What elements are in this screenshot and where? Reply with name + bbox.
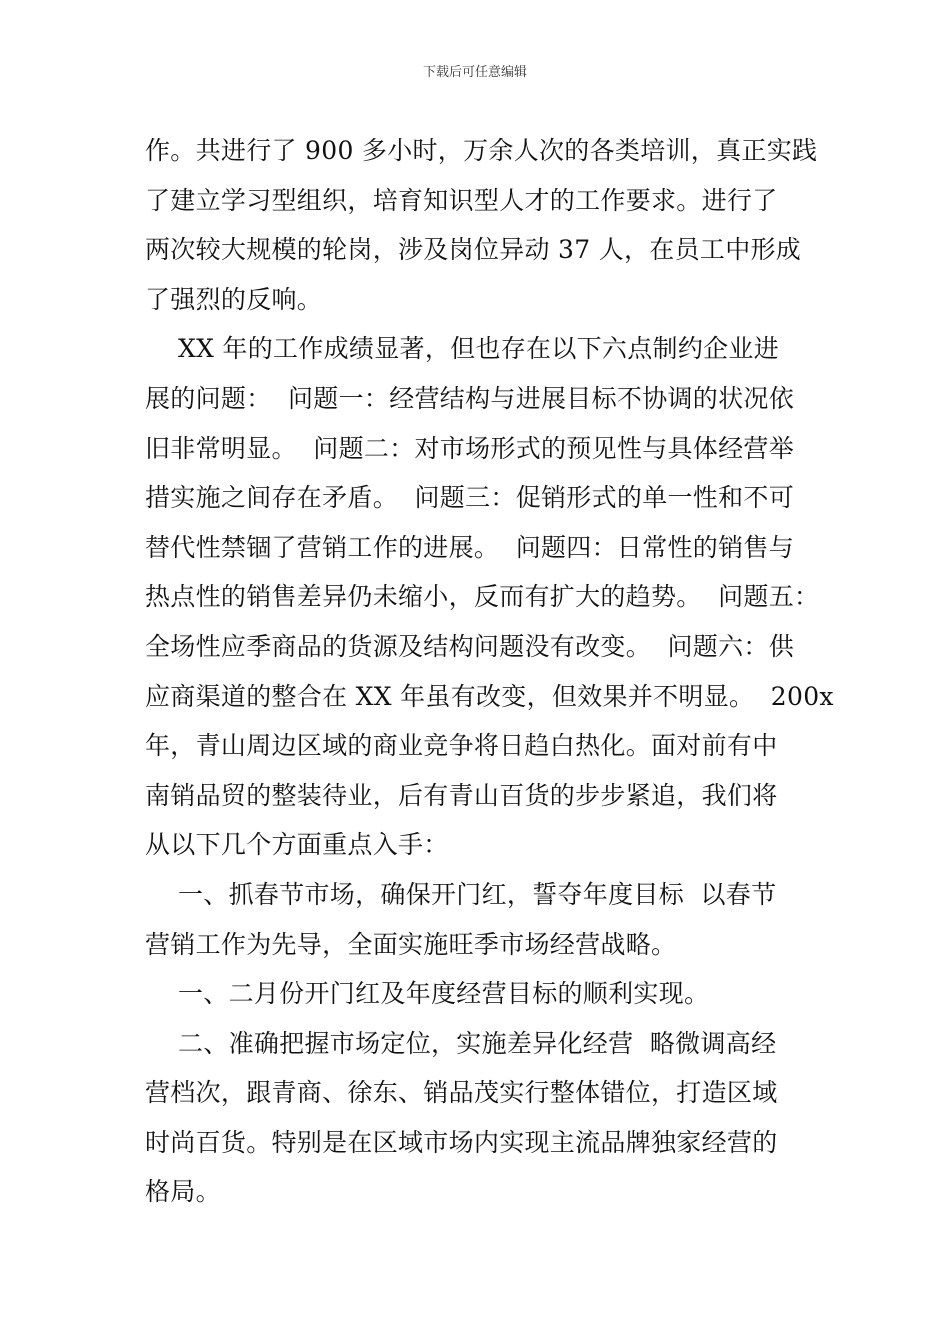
text-line: 热点性的销售差异仍未缩小，反而有扩大的趋势。 问题五： (145, 582, 820, 612)
text-line: 全场性应季商品的货源及结构问题没有改变。 问题六：供 (145, 631, 794, 661)
text-line: 展的问题： 问题一：经营结构与进展目标不协调的状况依 (145, 383, 794, 413)
text-line: 了强烈的反响。 (145, 284, 323, 314)
text-line: 作。共进行了 900 多小时，万余人次的各类培训，真正实践 (145, 136, 818, 165)
page-header: 下载后可任意编辑 (422, 65, 527, 80)
text-line: 从以下几个方面重点入手： (145, 830, 449, 860)
text-line: 年，青山周边区域的商业竞争将日趋白热化。面对前有中 (145, 731, 778, 761)
text-line: 一、二月份开门红及年度经营目标的顺利实现。 (145, 979, 710, 1009)
text-line: 应商渠道的整合在 XX 年虽有改变，但效果并不明显。 200x (145, 681, 834, 711)
text-line: 二、准确把握市场定位，实施差异化经营 略微调高经 (145, 1028, 777, 1058)
text-line: 南销品贸的整装待业，后有青山百货的步步紧追，我们将 (145, 780, 778, 810)
text-line: 了建立学习型组织，培育知识型人才的工作要求。进行了 (145, 185, 778, 215)
text-line: 一、抓春节市场，确保开门红，誓夺年度目标 以春节 (145, 879, 777, 909)
text-line: 两次较大规模的轮岗，涉及岗位异动 37 人，在员工中形成 (145, 235, 802, 265)
document-body (145, 126, 834, 1217)
text-line: 营档次，跟青商、徐东、销品茂实行整体错位，打造区域 (145, 1078, 778, 1108)
text-line: 旧非常明显。 问题二：对市场形式的预见性与具体经营举 (145, 433, 794, 463)
text-line: 时尚百货。特别是在区域市场内实现主流品牌独家经营的 (145, 1127, 778, 1157)
text-line: 营销工作为先导，全面实施旺季市场经营战略。 (145, 929, 677, 959)
text-line: 措实施之间存在矛盾。 问题三：促销形式的单一性和不可 (145, 483, 794, 513)
text-line: 替代性禁锢了营销工作的进展。 问题四：日常性的销售与 (145, 532, 794, 562)
text-line: 格局。 (145, 1177, 221, 1207)
text-line: XX 年的工作成绩显著，但也存在以下六点制约企业进 (145, 334, 780, 364)
